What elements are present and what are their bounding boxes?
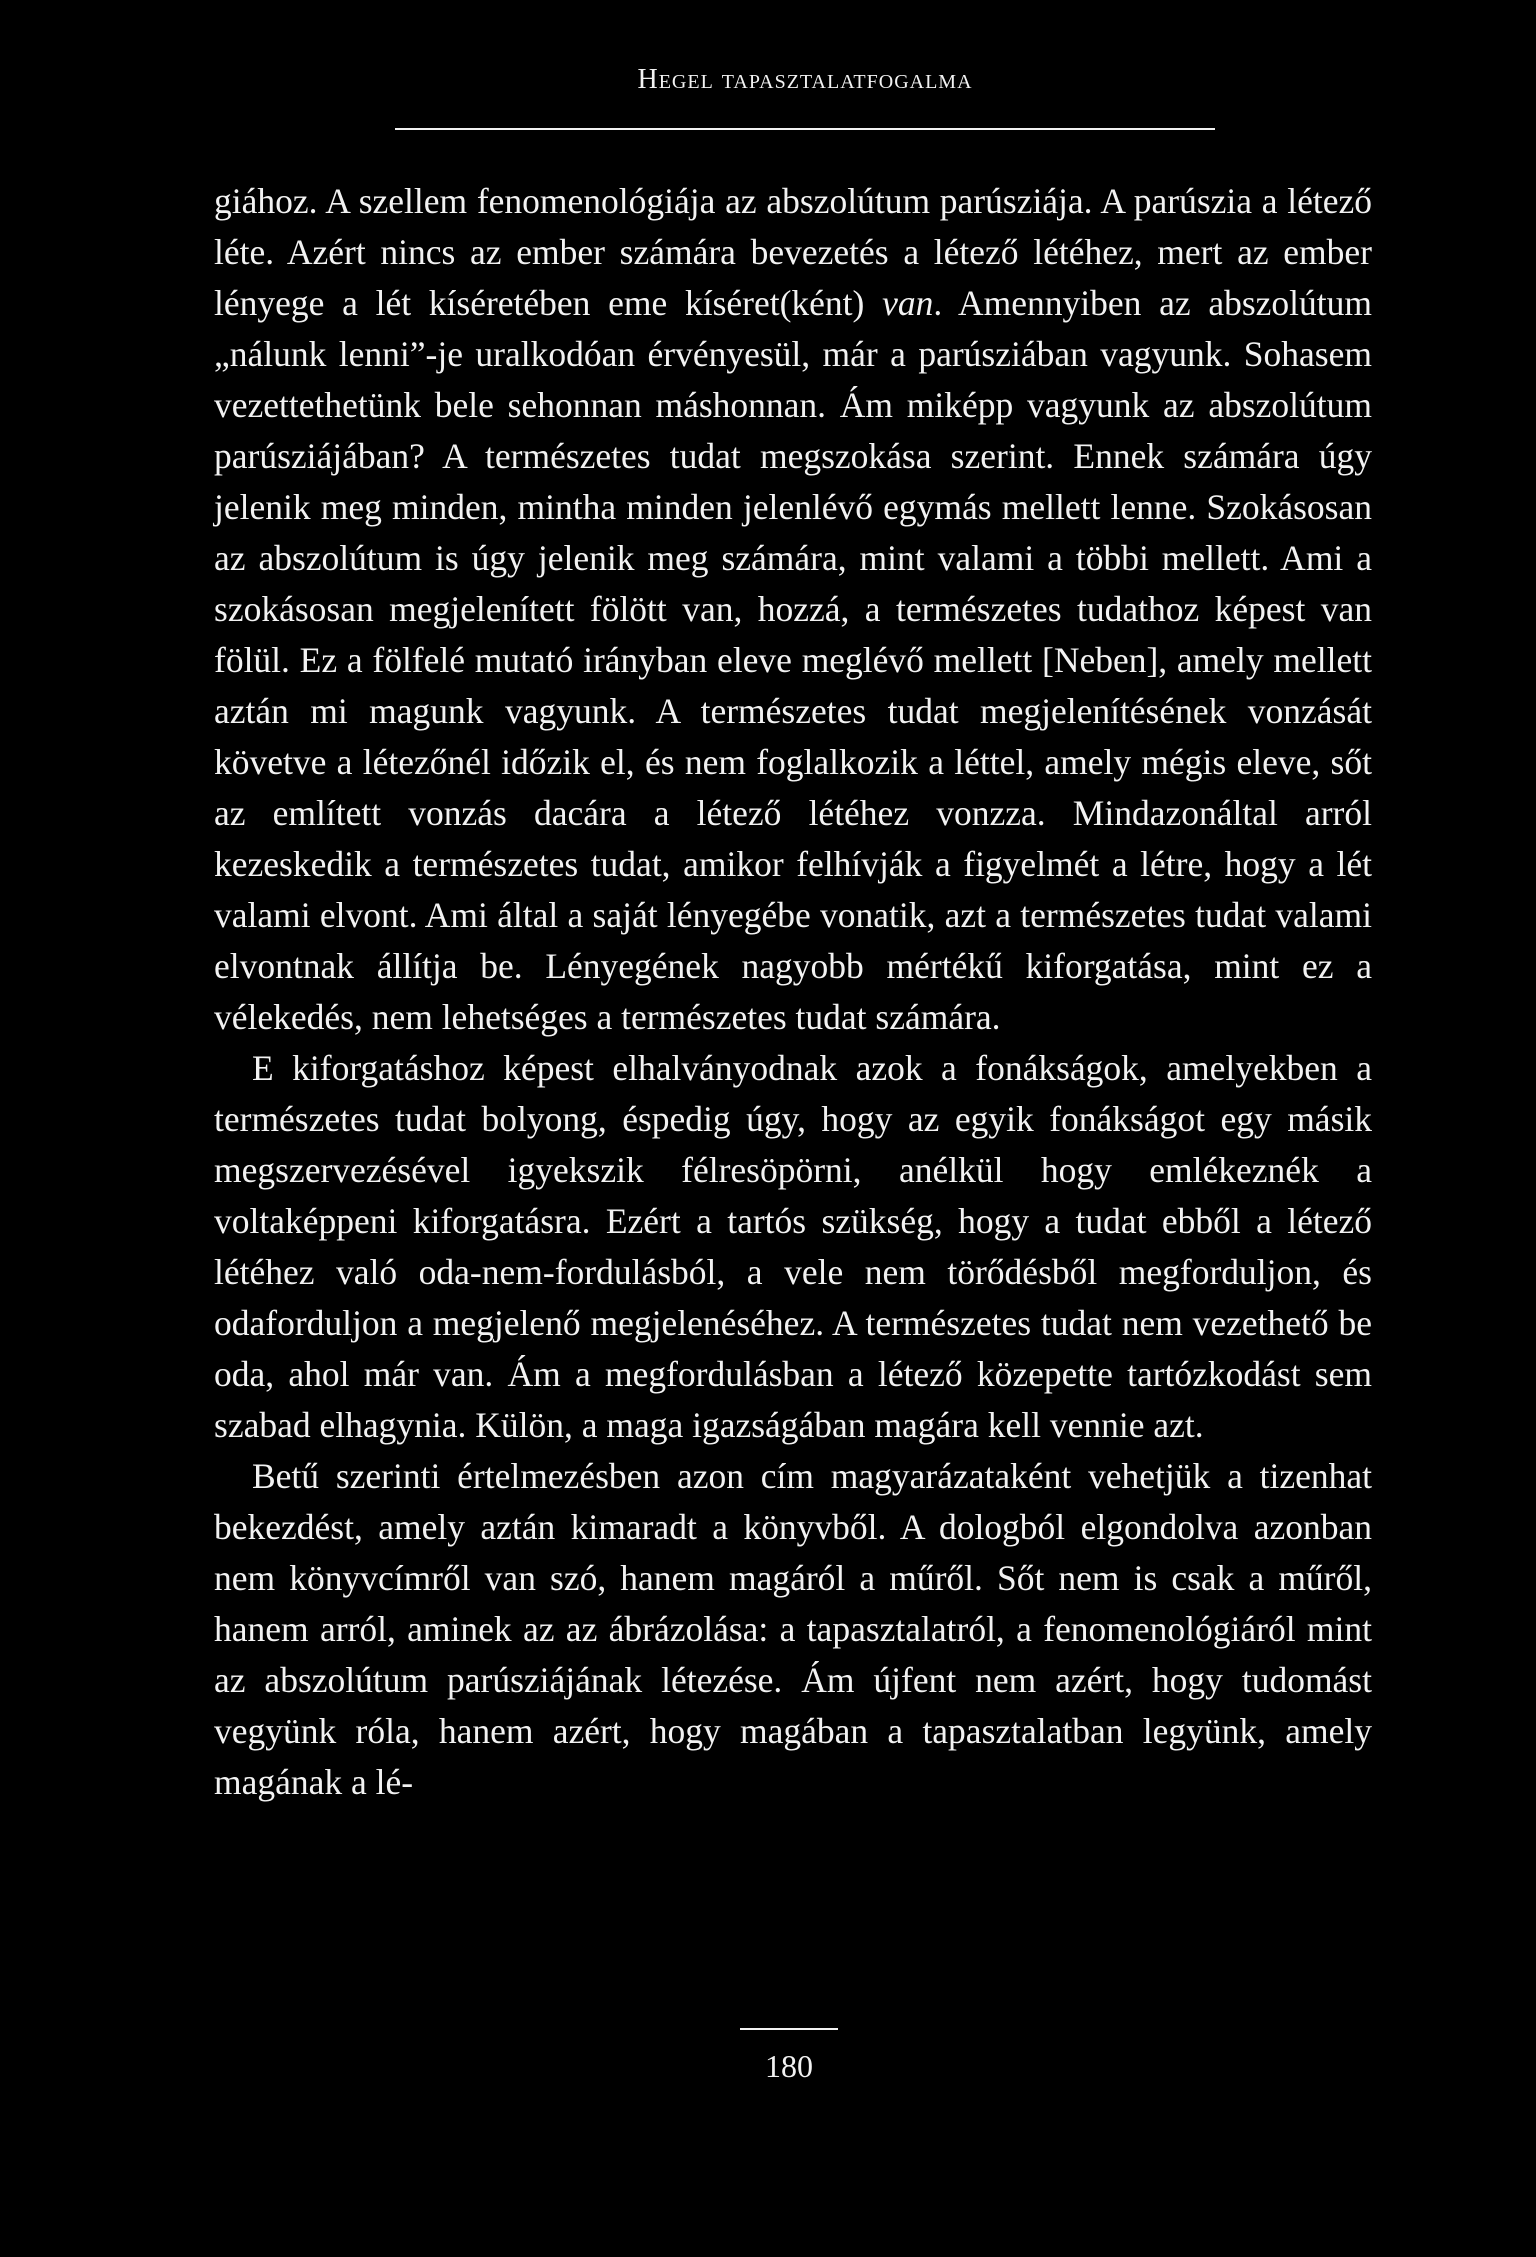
- paragraph-2: E kiforgatáshoz képest elhalványodnak azok a fonákságok, amelyekben a természetes tudat bolyong, éspedig úgy, hogy az egyik fonákságot egy másik megszervezésével igyekszik félresöpörni, anélkül hogy emlékeznék a voltaképpeni kiforgatásra. Ezért a tartós szükség, hogy a tudat ebből a létező létéhez való oda-nem-fordulásból, a vele nem törődésből megforduljon, és odaforduljon a megjelenő megjelenéséhez. A természetes tudat nem vezethető be oda, ahol már van. Ám a megfordulásban a létező közepette tartózkodást sem szabad elhagynia. Külön, a maga igazságában magára kell vennie azt.: [214, 1048, 1372, 1445]
- header-rule: [395, 128, 1215, 130]
- body-text: [214, 176, 1372, 1808]
- page-number: 180: [765, 2048, 813, 2084]
- paragraph-1-emphasis: van: [882, 283, 934, 323]
- paragraph-1: [214, 176, 1372, 1043]
- paragraph-3: Betű szerinti értelmezésben azon cím magyarázataként vehetjük a tizenhat bekezdést, amely aztán kimaradt a könyvből. A dologból elgondolva azonban nem könyvcímről van szó, hanem magáról a műről. Sőt nem is csak a műről, hanem arról, aminek az az ábrázolása: a tapasztalatról, a fenomenológiáról mint az abszolútum parúsziájának létezése. Ám újfent nem azért, hogy tudomást vegyünk róla, hanem azért, hogy magában a tapasztalatban legyünk, amely magának a lé-: [214, 1456, 1372, 1802]
- paragraph-1-rest: . Amennyiben az abszolútum „nálunk lenni”-je uralkodóan érvényesül, már a parúsziában vagyunk. Sohasem vezettethetünk bele sehonnan máshonnan. Ám miképp vagyunk az abszolútum parúsziájában? A természetes tudat megszokása szerint. Ennek számára úgy jelenik meg minden, mintha minden jelenlévő egymás mellett lenne. Szokásosan az abszolútum is úgy jelenik meg számára, mint valami a többi mellett. Ami a szokásosan megjelenített fölött van, hozzá, a természetes tudathoz képest van fölül. Ez a fölfelé mutató irányban eleve meglévő mellett [Neben], amely mellett aztán mi magunk vagyunk. A természetes tudat megjelenítésének vonzását követve a létezőnél időzik el, és nem foglalkozik a léttel, amely mégis eleve, sőt az említett vonzás dacára a létező létéhez vonzza. Mindazonáltal arról kezeskedik a természetes tudat, amikor felhívják a figyelmét a létre, hogy a lét valami elvont. Ami által a saját lényegébe vonatik, azt a természetes tudat valami elvontnak állítja be. Lényegének nagyobb mértékű kiforgatása, mint ez a vélekedés, nem lehetséges a természetes tudat számára.: [214, 283, 1372, 1037]
- running-head: Hegel tapasztalatfogalma: [637, 64, 973, 95]
- paragraph-1-lead: giához. A szellem fenomenológiája az abszolútum parúsziája. A parúszia a létező léte. Azért nincs az ember számára bevezetés a létező létéhez, mert az ember lényege a lét kíséretében eme kíséret(ként): [214, 181, 1372, 323]
- footer-rule: [740, 2028, 838, 2030]
